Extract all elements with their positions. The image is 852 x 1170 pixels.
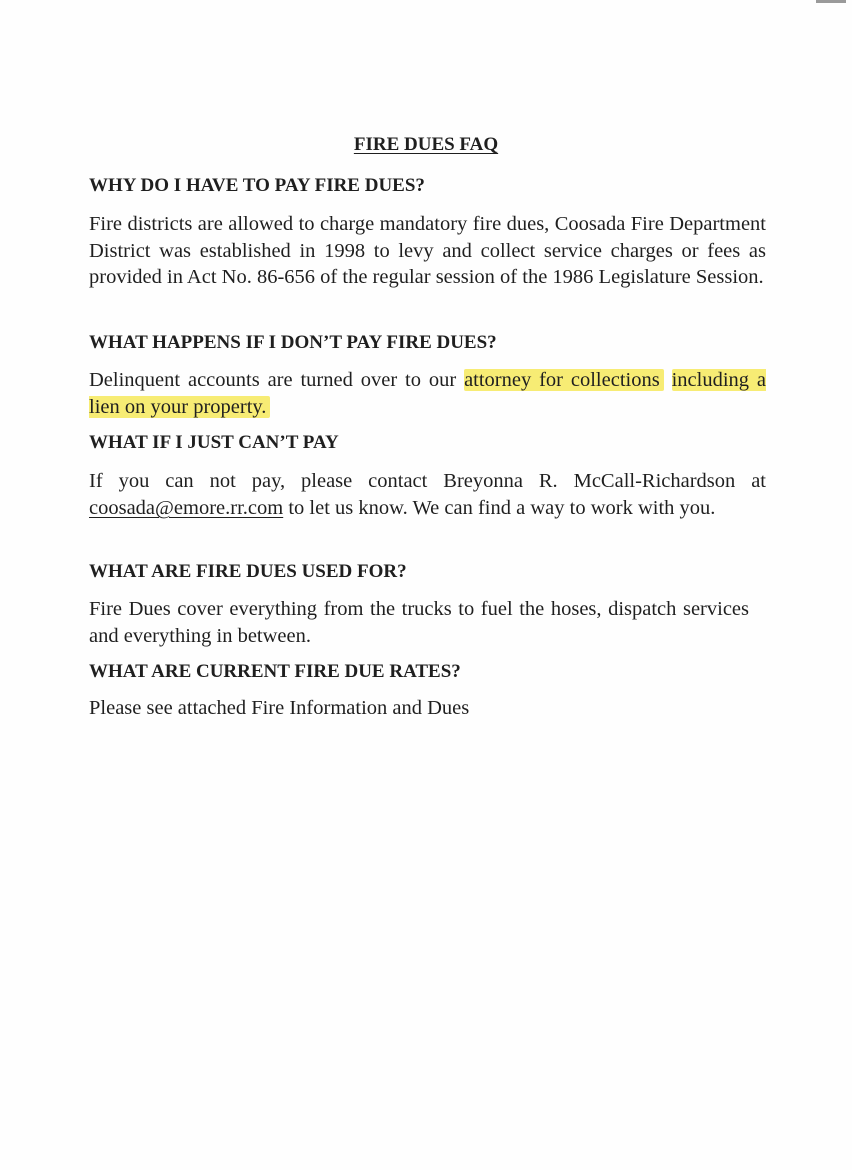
faq-answer-rates: Please see attached Fire Information and Dues (89, 697, 470, 719)
faq-question-cant-pay: WHAT IF I JUST CAN’T PAY (89, 432, 339, 453)
faq-answer-used-for: Fire Dues cover everything from the trucks to fuel the hoses, dispatch services and everything in between. (89, 598, 749, 647)
highlighted-text: including a lien on your property. (89, 369, 767, 418)
faq-answer-cant-pay-text-end: to let us know. We can find a way to work with you. (283, 496, 716, 519)
faq-answer-cant-pay-text: If you can not pay, please contact Breyonna R. McCall-Richardson at (89, 470, 766, 492)
faq-question-why-pay: WHY DO I HAVE TO PAY FIRE DUES? (89, 175, 425, 196)
faq-answer-dont-pay (89, 367, 766, 420)
faq-answer-cant-pay (89, 468, 766, 521)
faq-question-dont-pay: WHAT HAPPENS IF I DON’T PAY FIRE DUES? (89, 332, 497, 353)
scan-edge-mark (816, 0, 846, 3)
page-title: FIRE DUES FAQ (353, 134, 499, 155)
faq-answer-dont-pay-text: Delinquent accounts are turned over to our (89, 369, 465, 391)
highlighted-text: attorney for collections (464, 369, 664, 391)
contact-email-link[interactable]: coosada@emore.rr.com (89, 496, 284, 519)
faq-question-rates: WHAT ARE CURRENT FIRE DUE RATES? (89, 661, 461, 682)
faq-answer-why-pay: Fire districts are allowed to charge mandatory fire dues, Coosada Fire Department District was established in 1998 to levy and collect service charges or fees as provided in Act No. 86-656 of the regular session of the 1986 Legislature Session. (89, 213, 766, 288)
faq-question-used-for: WHAT ARE FIRE DUES USED FOR? (89, 561, 407, 582)
